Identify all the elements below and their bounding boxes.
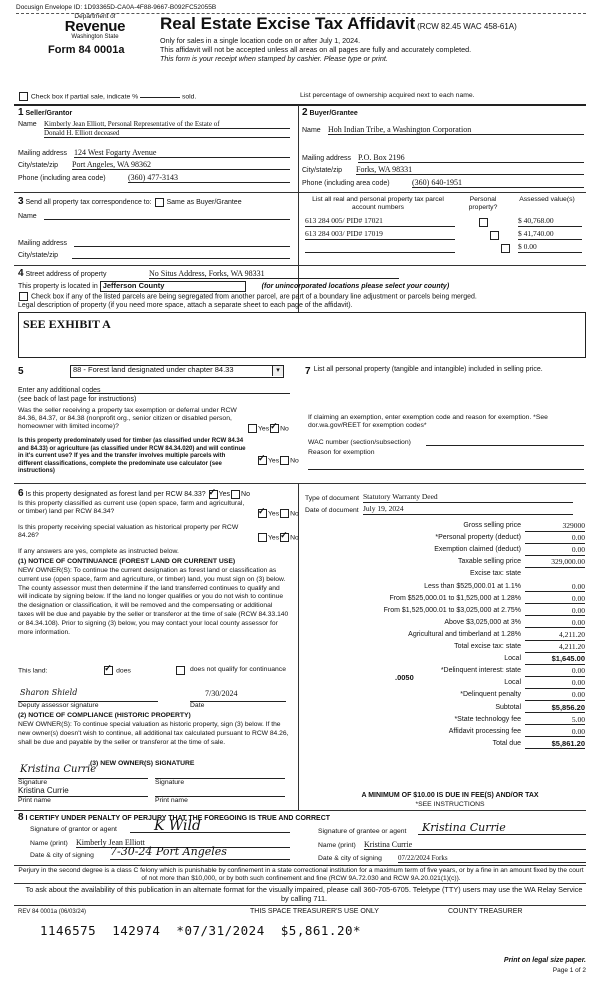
fee-row [305,643,585,653]
exemption-yes-no [247,424,289,433]
seller-name-line-2[interactable]: Donald H. Elliott deceased [44,129,290,138]
page-number: Page 1 of 2 [552,967,586,974]
grantor-date[interactable]: 7-30-24 Port Angeles [110,846,290,860]
section-5-number: 5 [18,366,24,377]
treasurer-use-label: THIS SPACE TREASURER'S USE ONLY [250,908,379,915]
notice-compliance-text: NEW OWNER(S): To continue special valuation as historic property, sign (3) below. If the new owner(s) doesn't wish to continue, all additional tax calculated pursuant to RCW 84.26, shall be due and payable by the seller or transferor at the time of sale. [18,721,289,746]
additional-codes-row [18,387,290,395]
timber-yes-checkbox[interactable] [258,456,267,465]
assessed-value[interactable]: $ 40,768.00 [518,217,582,227]
parcel-col-header: List all real and personal property tax parcel account numbers [312,196,444,211]
grantee-signature-label: Signature of grantee or agent [318,828,407,835]
does-label: does [116,667,131,675]
buyer-city-label: City/state/zip [302,167,343,174]
title-block [160,14,517,34]
logo-dept: Department of [74,13,116,20]
seller-address[interactable]: 124 West Fogarty Avenue [74,148,290,158]
current-use-yes-no [257,509,299,518]
forest-yes-checkbox[interactable] [209,490,218,499]
grantor-signature-label: Signature of grantor or agent [30,826,117,833]
intro-line-1: Only for sales in a single location code on or after July 1, 2024. [160,36,361,45]
fee-value[interactable]: 0.00 [525,534,585,544]
revenue-logo [50,13,140,41]
assessed-value[interactable]: $ 0.00 [518,243,582,253]
fee-label: Total excise tax: state [454,643,521,650]
fee-label: Subtotal [495,703,521,711]
intro-text [160,36,471,63]
seller-phone-label: Phone (including area code) [18,175,106,182]
fee-label: Taxable selling price [457,558,521,566]
current-use-yes-checkbox[interactable] [258,509,267,518]
fee-value[interactable]: 4,211.20 [525,631,585,641]
fee-row [305,704,585,714]
fee-label: Less than $525,000.01 at 1.1% [424,582,521,590]
form-number: Form 84 0001a [48,44,125,56]
seller-phone[interactable]: (360) 477-3143 [128,173,290,183]
grantor-name-label: Name (print) [30,840,68,847]
fee-row [305,679,585,689]
does-not-qualify-label: does not qualify for continuance [190,666,286,673]
current-use-no-checkbox[interactable] [280,509,289,518]
buyer-city-row [302,167,584,175]
fee-value[interactable]: 4,211.20 [525,643,585,653]
no-label: No [280,425,289,433]
new-owner-signature-title: (3) NEW OWNER(S) SIGNATURE [90,760,195,767]
fee-value[interactable]: 0.00 [525,546,585,556]
fee-label: Excise tax: state [470,570,521,578]
chevron-down-icon[interactable]: ▾ [272,366,283,376]
assessor-date-label: Date [190,701,286,710]
seller-name-row [18,120,290,137]
fee-row [305,740,585,750]
correspondence-city-label: City/state/zip [18,252,59,259]
fee-label: *Personal property (deduct) [435,534,521,542]
fee-row [305,595,585,605]
fee-value[interactable]: $1,645.00 [525,655,585,665]
no-label: No [241,491,250,498]
seller-title: Seller/Grantor [25,110,73,117]
county-treasurer-label: COUNTY TREASURER [448,908,523,915]
buyer-address[interactable]: P.O. Box 2196 [358,153,584,163]
wac-label: WAC number (section/subsection) [308,439,411,446]
fee-label: Local [504,655,521,663]
new-owner-print-name[interactable]: Kristina Currie [18,786,69,795]
grantee-date[interactable]: 07/22/2024 Forks [398,854,586,863]
unincorporated-note: (for unincorporated locations please select your county) [261,283,450,290]
county-select[interactable]: Jefferson County [100,281,246,292]
fee-label: *State technology fee [454,715,521,723]
notice-continuance-title: (1) NOTICE OF CONTINUANCE (FOREST LAND OR CURRENT USE) [18,558,236,565]
fee-value[interactable]: 0.00 [525,619,585,629]
fee-label: Agricultural and timberland at 1.28% [408,630,521,638]
parcel-number[interactable]: 613 284 003/ PID# 17019 [305,230,455,240]
grantee-signature-image: Kristina Currie [422,821,506,834]
second-print-name-label: Print name [155,796,285,805]
historic-no-checkbox[interactable] [280,533,289,542]
no-label: No [290,534,299,542]
wac-row [308,439,584,447]
correspondence-address[interactable] [74,246,290,247]
document-type[interactable]: Statutory Warranty Deed [363,493,573,503]
this-land-row [18,666,186,675]
fee-row [305,691,585,701]
fee-row [305,570,585,580]
county-row [18,281,449,292]
logo-state: Washington State [71,34,119,41]
fee-label: Affidavit processing fee [448,727,521,735]
document-date-row [305,504,585,515]
certify-text: I CERTIFY UNDER PENALTY OF PERJURY THAT THE FOREGOING IS TRUE AND CORRECT [25,815,331,822]
perjury-notice: Perjury in the second degree is a class C felony which is punishable by confinement in a state correctional institution for a maximum term of five years, or by a fine in an amount fixed by the court of not more than $10,000, or by both such confinement and fine (RCW 9A.72.030 and RCW 9A.20.021(1)(c)). [18,867,584,882]
grantee-name-label: Name (print) [318,842,356,849]
fee-row [305,546,585,556]
historic-yes-no [257,533,299,542]
buyer-name-label: Name [302,127,321,134]
seller-city[interactable]: Port Angeles, WA 98362 [72,160,290,170]
fee-row [305,667,585,677]
segregated-checkbox[interactable] [19,292,28,301]
form-title: Real Estate Excise Tax Affidavit [160,14,416,33]
reason-row [308,449,584,457]
fee-value[interactable]: 5.00 [525,716,585,726]
forest-land-row: 6 Is this property designated as forest land per RCW 84.33? ✓ Yes No [18,488,250,500]
fee-label: From $1,525,000.01 to $3,025,000 at 2.75% [383,606,521,614]
partial-sale-row [18,92,196,101]
seller-city-row [18,162,290,170]
grantee-date-label: Date & city of signing [318,855,382,862]
document-type-row [305,492,585,503]
fee-label: *Delinquent penalty [460,691,521,699]
logo-revenue: Revenue [64,18,126,36]
timber-yes-no [257,456,299,465]
land-use-code-select[interactable] [70,365,284,378]
fee-value[interactable]: $5,856.20 [525,704,585,714]
correspondence-name-row [18,213,290,221]
treasurer-stamp: 1146575 142974 *07/31/2024 $5,861.20* [40,923,362,938]
partial-sale-sold: sold. [181,93,197,101]
assessor-signature-label: Deputy assessor signature [18,701,158,710]
print-name-label: Print name [18,796,148,805]
additional-codes-label: Enter any additional codes [18,387,101,394]
grantor-signature-row [30,818,290,834]
personal-property-checkbox[interactable] [490,231,499,240]
buyer-city[interactable]: Forks, WA 98331 [356,165,584,175]
intro-line-2: This affidavit will not be accepted unless all areas on all pages are fully and accurately completed. [160,45,472,54]
fee-label: Local [504,679,521,687]
parcel-number[interactable] [305,243,455,253]
yes-label: Yes [268,534,280,542]
timber-question: Is this property predominately used for timber (as classified under RCW 84.34 and 84.33) or agriculture (as classified under RCW 84.34.020) and will continue in it's current use? If yes and the transfer involves multiple parcels with different classifications, complete the predominate use calculator (see instructions) [18,437,246,474]
personal-property-checkbox[interactable] [501,244,510,253]
fee-label: Gross selling price [463,522,521,529]
if-any-yes-note: If any answers are yes, complete as instructed below. [18,548,179,555]
docusign-envelope-id: Docusign Envelope ID: 1D93365D-CA0A-4F88-9667-B092FC52055B [16,4,217,11]
buyer-phone-row [302,180,584,188]
historic-yes-checkbox[interactable] [258,533,267,542]
seller-name-line-1[interactable]: Kimberly Jean Elliott, Personal Representative of the Estate of [44,120,290,129]
see-instructions-note: *SEE INSTRUCTIONS [415,801,485,808]
forest-land-question: Is this property designated as forest land per RCW 84.33? [25,491,206,498]
fee-value[interactable]: 0.00 [525,691,585,701]
fee-row [305,607,585,617]
seller-phone-row [18,175,290,183]
grantor-signature-image: K Wild [154,818,201,834]
grantor-name[interactable]: Kimberly Jean Elliott [76,838,290,848]
section-3-header: 3 Send all property tax correspondence to: Same as Buyer/Grantee [18,196,242,207]
fee-row [305,522,585,532]
parcel-number[interactable]: 613 284 005/ PID# 17021 [305,217,455,227]
forest-no-checkbox[interactable] [231,490,240,499]
fee-value[interactable]: 329,000.00 [525,558,585,568]
legal-description-value: SEE EXHIBIT A [23,317,111,331]
fee-value[interactable]: 0.00 [525,607,585,617]
reason-label: Reason for exemption [308,449,375,456]
partial-sale-label: Check box if partial sale, indicate % [30,93,139,101]
buyer-phone-label: Phone (including area code) [302,180,390,187]
see-back-note: (see back of last page for instructions) [18,396,137,403]
legal-description-box[interactable] [18,312,586,358]
fee-value[interactable]: $5,861.20 [525,740,585,750]
yes-label: Yes [258,425,270,433]
partial-sale-checkbox[interactable] [19,92,28,101]
same-as-buyer-checkbox[interactable] [155,198,164,207]
additional-codes-field[interactable] [88,393,290,394]
buyer-phone[interactable]: (360) 640-1951 [412,178,584,188]
fee-row [305,631,585,641]
fee-label: Exemption claimed (deduct) [434,546,521,554]
buyer-name[interactable]: Hoh Indian Tribe, a Washington Corporation [328,125,584,135]
fee-value[interactable]: 0.00 [525,667,585,677]
timber-no-checkbox[interactable] [280,456,289,465]
located-label: This property is located in [18,283,98,290]
personal-property-checkbox[interactable] [479,218,488,227]
grantor-date-label: Date & city of signing [30,852,94,859]
segregated-label: Check box if any of the listed parcels are being segregated from another parcel, are part of a boundary line adjustment or parcels being merged. [30,293,477,301]
fee-row [305,534,585,544]
does-checkbox[interactable] [104,666,113,675]
intro-line-3: This form is your receipt when stamped by cashier. Please type or print. [160,54,388,63]
grantor-date-row [30,845,290,860]
fee-value[interactable]: 0.00 [525,595,585,605]
correspondence-label: Send all property tax correspondence to: [25,199,152,206]
no-label: No [290,457,299,465]
correspondence-name[interactable] [44,219,290,220]
new-owner-signature-image[interactable]: Kristina Currie [20,764,97,775]
buyer-address-label: Mailing address [302,155,352,162]
personal-property-label: List all personal property (tangible and intangible) included in selling price. [313,366,543,373]
seller-city-label: City/state/zip [18,162,59,169]
fee-row [305,583,585,593]
print-legal-note: Print on legal size paper. [503,957,586,964]
assessor-date[interactable]: 7/30/2024 [205,689,238,698]
personal-col-header: Personal property? [468,196,498,211]
fee-value[interactable]: 0.00 [525,583,585,593]
section-1-header: 1 Seller/Grantor [18,107,73,118]
this-land-label: This land: [18,667,48,675]
fee-row [305,716,585,726]
fee-value[interactable]: 329000 [525,522,585,532]
reason-field[interactable] [308,469,584,470]
exemption-yes-checkbox[interactable] [248,424,257,433]
grantee-signature-row [318,821,586,836]
local-rate: .0050 [395,673,414,682]
assessed-col-header: Assessed value(s) [519,196,575,203]
seller-address-row [18,150,290,158]
grantee-name-row [318,842,586,850]
wac-field[interactable] [426,445,584,446]
fee-row [305,655,585,665]
fee-label: Above $3,025,000 at 3% [444,618,521,626]
second-owner-signature-label: Signature [155,778,285,787]
legal-description-label: Legal description of property (if you need more space, attach a separate sheet to each page of the affidavit). [18,302,353,309]
new-owner-signature-label: Signature [18,778,148,787]
yes-label: Yes [268,457,280,465]
document-date[interactable]: July 19, 2024 [363,505,573,515]
no-label: No [290,510,299,518]
fee-value[interactable]: 0.00 [525,679,585,689]
segregated-row [18,292,477,301]
correspondence-address-label: Mailing address [18,240,68,247]
correspondence-city[interactable] [72,258,290,259]
exemption-no-checkbox[interactable] [270,424,279,433]
seller-address-label: Mailing address [18,150,68,157]
section-7-header: 7 List all personal property (tangible and intangible) included in selling price. [305,366,543,377]
grantee-name[interactable]: Kristina Currie [364,840,586,850]
fee-label: Total due [492,739,521,747]
correspondence-city-row [18,252,290,260]
buyer-address-row [302,155,584,163]
buyer-name-row [302,127,584,135]
notice-compliance-title: (2) NOTICE OF COMPLIANCE (HISTORIC PROPERTY) [18,712,191,719]
assessed-value[interactable]: $ 41,740.00 [518,230,582,240]
fee-row [305,728,585,738]
fee-label: From $525,000.01 to $1,525,000 at 1.28% [389,594,521,602]
seller-name-label: Name [18,121,37,128]
historic-question: Is this property receiving special valuation as historical property per RCW 84.26? [18,524,239,539]
exemption-instructions: If claiming an exemption, enter exemption code and reason for exemption. *See dor.wa.gov/REET for exemption codes* [308,414,548,429]
yes-label: Yes [218,491,231,498]
form-rcw: (RCW 82.45 WAC 458-61A) [417,22,517,31]
current-use-question: Is this property classified as current use (open space, farm and agricultural, or timber) land per RCW 84.34? [18,500,245,515]
alternate-format-notice: To ask about the availability of this publication in an alternate format for the visually impaired, please call 360-705-6705. Teletype (TTY) users may use the WA Relay Service by calling 711. [25,885,583,903]
fee-row [305,558,585,568]
section-2-header: 2 Buyer/Grantee [302,107,358,118]
yes-label: Yes [268,510,280,518]
form-revision: REV 84 0001a (06/03/24) [18,909,87,915]
does-not-checkbox[interactable] [176,666,185,675]
notice-continuance-text: NEW OWNER(S): To continue the current designation as forest land or classification as current use (open space, farm and agriculture, or timber) land, you must sign on (3) below. The county assessor must then determine if the land transferred continues to qualify and will indicate by signing below. If the land no longer qualifies or you do not wish to continue the designation or classification, it will be removed and the compensating or additional taxes will be due and payable by the seller or transferor at the time of sale (RCW 84.33.140 or 84.34.108). Prior to signing (3) below, you may contact your local county assessor for more information. [18,567,289,636]
section-8-header: 8 I CERTIFY UNDER PENALTY OF PERJURY THAT THE FOREGOING IS TRUE AND CORRECT [18,812,331,823]
street-address[interactable]: No Situs Address, Forks, WA 98331 [149,269,399,279]
fee-value[interactable]: 0.00 [525,728,585,738]
exemption-question: Was the seller receiving a property tax exemption or deferral under RCW 84.36, 84.37, or 84.38 (nonprofit org., senior citizen or disabled person, homeowner with limited income)? [18,407,237,430]
list-percentage-note: List percentage of ownership acquired next to each name. [300,92,475,99]
land-use-code: 88 - Forest land designated under chapter 84.33 [73,365,234,374]
fee-row [305,619,585,629]
street-address-label: Street address of property [25,271,107,278]
fee-label: *Delinquent interest: state [440,667,521,675]
correspondence-address-row [18,240,290,248]
buyer-title: Buyer/Grantee [309,110,358,117]
assessor-signature-image: Sharon Shield [20,688,78,697]
minimum-due-note: A MINIMUM OF $10.00 IS DUE IN FEE(S) AND/OR TAX [361,792,539,799]
correspondence-name-label: Name [18,213,37,220]
same-as-buyer-label: Same as Buyer/Grantee [166,199,242,206]
document-date-label: Date of document [305,507,359,514]
assessor-signature[interactable] [18,683,158,701]
section-4-street-row: 4 Street address of property No Situs Address, Forks, WA 98331 [18,268,586,280]
grantee-date-row [318,855,586,863]
document-type-label: Type of document [305,495,360,502]
